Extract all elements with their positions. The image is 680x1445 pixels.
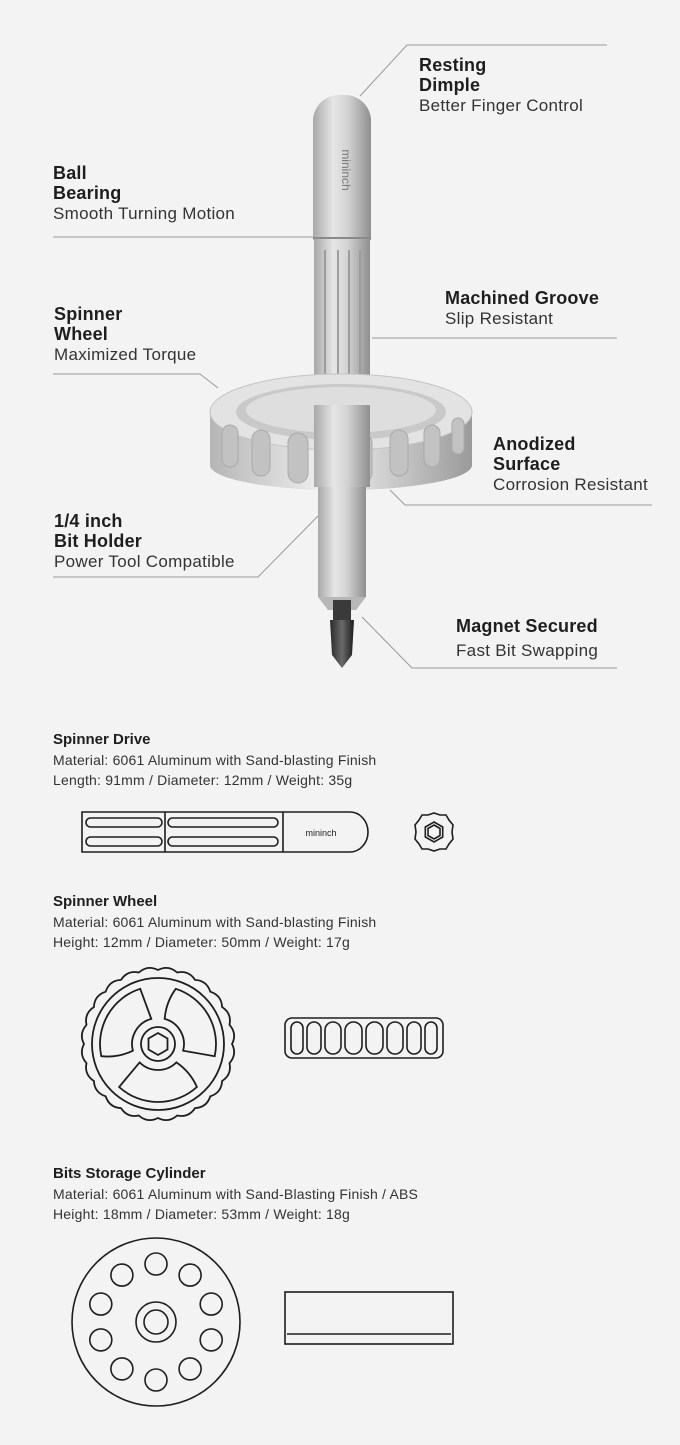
callout-title: Spinner [54, 304, 123, 324]
callout-subtitle: Corrosion Resistant [493, 475, 648, 495]
spinner-drive-end-drawing [413, 811, 455, 853]
spinner-wheel-side-drawing [283, 1016, 445, 1060]
bit-slot [179, 1264, 201, 1286]
spec-dimensions: Height: 18mm / Diameter: 53mm / Weight: 18g [53, 1206, 351, 1222]
callout-title: Bearing [53, 183, 122, 204]
callout-anodized-surface [493, 434, 648, 494]
callout-subtitle: Maximized Torque [54, 345, 197, 365]
wheel-window [119, 1062, 197, 1102]
callout-title: Bit Holder [54, 531, 143, 552]
bit-slot [200, 1293, 222, 1315]
screwdriver-handle [313, 95, 371, 415]
spec-bits-storage-cylinder [53, 1165, 418, 1222]
spinner-wheel-top-drawing [76, 962, 240, 1126]
spinner-drive-side-drawing [78, 810, 378, 854]
wheel-window [100, 989, 151, 1057]
wheel-window [165, 989, 216, 1056]
screwdriver-bit [330, 600, 354, 668]
bit-slot [90, 1293, 112, 1315]
bit-slot [111, 1358, 133, 1380]
bit-slot [200, 1329, 222, 1351]
callout-title: Surface [493, 454, 561, 475]
callout-magnet-secured [456, 616, 598, 660]
callout-subtitle: Slip Resistant [445, 309, 554, 329]
product-logo: mininch [305, 828, 337, 838]
hex-socket [149, 1033, 168, 1055]
bit-slot [145, 1369, 167, 1391]
spec-material: Material: 6061 Aluminum with Sand-blasting Finish [53, 752, 377, 768]
callout-subtitle: Smooth Turning Motion [53, 204, 236, 224]
bits-cylinder-side-drawing [283, 1290, 455, 1346]
bit-slot [179, 1358, 201, 1380]
callout-subtitle: Fast Bit Swapping [456, 641, 599, 661]
bit-holder-shaft [318, 487, 366, 610]
bits-cylinder-top-drawing [70, 1236, 242, 1408]
callout-title: Dimple [419, 75, 481, 96]
spec-spinner-wheel [53, 893, 376, 950]
callout-title: Resting [419, 55, 487, 75]
callout-title: Magnet Secured [456, 616, 598, 636]
spec-title: Spinner Wheel [53, 893, 158, 910]
spec-material: Material: 6061 Aluminum with Sand-blasting Finish [53, 914, 377, 930]
callout-title: 1/4 inch [54, 511, 123, 531]
spinner-wheel-part [210, 374, 472, 490]
callout-subtitle: Power Tool Compatible [54, 552, 235, 572]
callout-subtitle: Better Finger Control [419, 96, 584, 116]
spec-title: Spinner Drive [53, 731, 151, 748]
spec-material: Material: 6061 Aluminum with Sand-Blasting Finish / ABS [53, 1186, 419, 1202]
callout-title: Anodized [493, 434, 576, 454]
callout-ball-bearing [53, 163, 235, 223]
spec-spinner-drive [53, 731, 376, 788]
spec-title: Bits Storage Cylinder [53, 1165, 206, 1182]
callout-bit-holder [54, 511, 235, 571]
callout-spinner-wheel [54, 304, 196, 364]
product-logo: mininch [339, 149, 353, 191]
callout-machined-groove [445, 288, 599, 328]
bit-slot [111, 1264, 133, 1286]
callout-resting-dimple [419, 55, 583, 115]
callout-title: Wheel [54, 324, 109, 345]
spec-dimensions: Height: 12mm / Diameter: 50mm / Weight: 17g [53, 934, 351, 950]
callout-title: Machined Groove [445, 288, 600, 308]
callout-title: Ball [53, 163, 87, 183]
spec-dimensions: Length: 91mm / Diameter: 12mm / Weight: 35g [53, 772, 353, 788]
bit-slot [90, 1329, 112, 1351]
bit-slot [145, 1253, 167, 1275]
